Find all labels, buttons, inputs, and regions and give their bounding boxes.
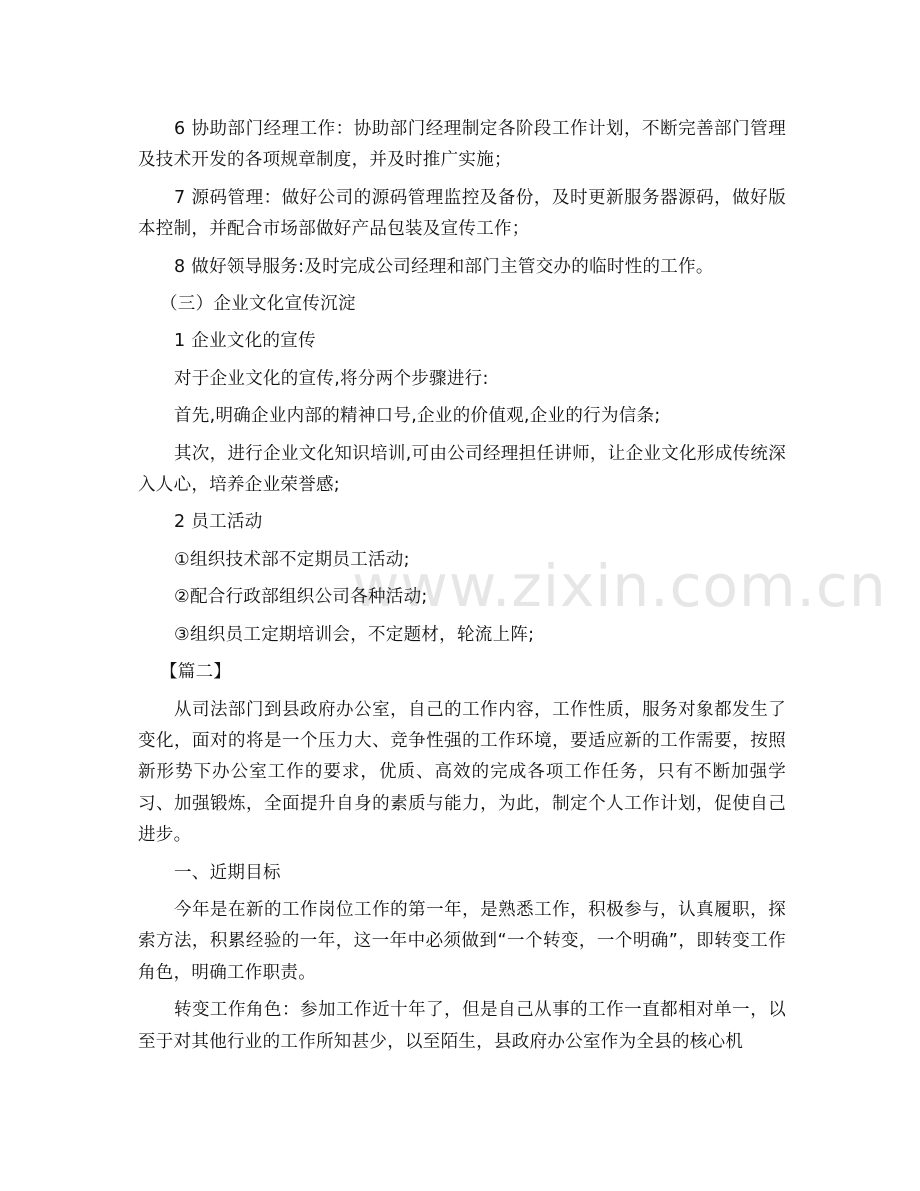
paragraph-item-7: 7 源码管理：做好公司的源码管理监控及备份，及时更新服务器源码，做好版本控制，并配合市场部做好产品包装及宣传工作； <box>138 187 786 240</box>
paragraph-item-6: 6 协助部门经理工作：协助部门经理制定各阶段工作计划，不断完善部门管理及技术开发的各项规章制度，并及时推广实施； <box>138 119 786 171</box>
document-body <box>138 114 786 1058</box>
paragraph-first-year: 今年是在新的工作岗位工作的第一年，是熟悉工作，积极参与，认真履职，探索方法，积累经验的一年，这一年中必须做到“一个转变，一个明确”，即转变工作角色，明确工作职责。 <box>138 899 786 983</box>
paragraph-culture-steps: 对于企业文化的宣传,将分两个步骤进行: <box>174 368 489 389</box>
list-item-activity-2: ②配合行政部组织公司各种活动; <box>174 587 428 608</box>
paragraph-item-8: 8 做好领导服务:及时完成公司经理和部门主管交办的临时性的工作。 <box>174 256 714 277</box>
list-item-activity-1: ①组织技术部不定期员工活动; <box>174 549 410 570</box>
paragraph-second-step: 其次，进行企业文化知识培训,可由公司经理担任讲师，让企业文化形成传统深入人心，培养企业荣誉感; <box>138 443 786 496</box>
paragraph-role-change: 转变工作角色：参加工作近十年了，但是自己从事的工作一直都相对单一，以至于对其他行业的工作所知甚少，以至陌生，县政府办公室作为全县的核心机 <box>138 1000 786 1052</box>
section-heading-three: （三）企业文化宣传沉淀 <box>160 294 356 315</box>
paragraph-first-step: 首先,明确企业内部的精神口号,企业的价值观,企业的行为信条; <box>174 406 661 427</box>
heading-near-term-goals: 一、近期目标 <box>174 862 281 883</box>
subheading-culture-promotion: 1 企业文化的宣传 <box>174 331 316 352</box>
list-item-activity-3: ③组织员工定期培训会，不定题材，轮流上阵; <box>174 624 535 645</box>
section-heading-part-two: 【篇二】 <box>160 662 232 683</box>
watermark: www.zixin.com.cn <box>352 552 887 620</box>
paragraph-intro-part-two: 从司法部门到县政府办公室，自己的工作内容，工作性质，服务对象都发生了变化，面对的将是一个压力大、竞争性强的工作环境，要适应新的工作需要，按照新形势下办公室工作的要求，优质、高效的完成各项工作任务，只有不断加强学习、加强锻炼，全面提升自身的素质与能力，为此，制定个人工作计划，促使自己进步。 <box>138 699 786 846</box>
subheading-employee-activities: 2 员工活动 <box>174 512 263 533</box>
